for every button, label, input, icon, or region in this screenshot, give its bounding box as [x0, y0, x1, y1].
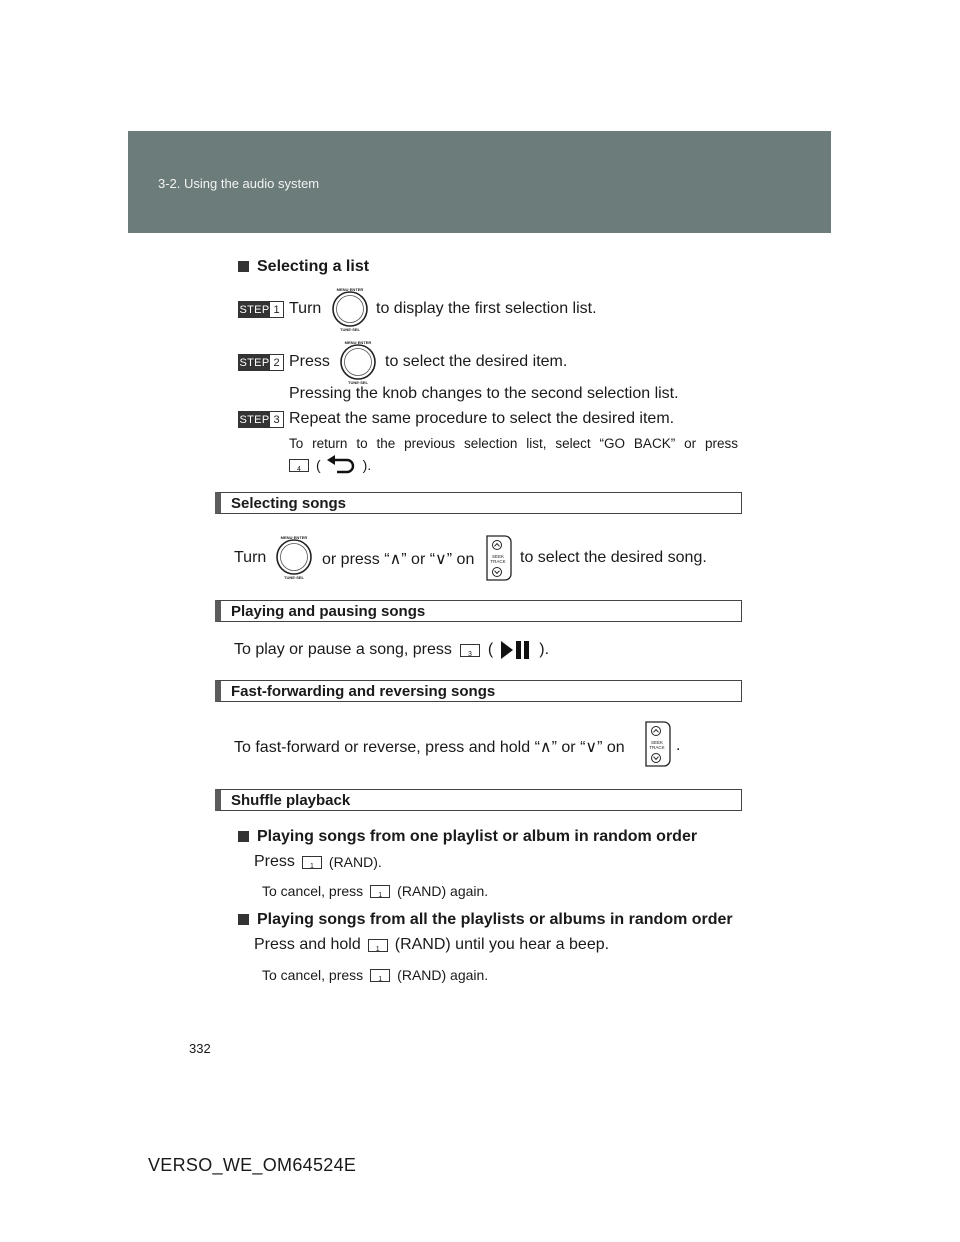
- subheading-selecting-list: Selecting a list: [238, 258, 369, 276]
- svg-text:TUNE·SEL: TUNE·SEL: [340, 327, 360, 332]
- svg-text:TRACK: TRACK: [490, 559, 506, 564]
- step-1-text-before: Turn: [289, 300, 322, 317]
- chapter-title: 3-2. Using the audio system: [158, 176, 320, 191]
- preset-key-4: 4: [289, 459, 309, 472]
- tip-key-line: 4 ( ).: [289, 455, 371, 475]
- step-badge-2: STEP 2: [238, 354, 284, 371]
- svg-text:SEEK: SEEK: [650, 740, 664, 745]
- step-badge-3: STEP 3: [238, 411, 284, 428]
- document-code: VERSO_WE_OM64524E: [148, 1155, 357, 1175]
- svg-text:MENU·ENTER: MENU·ENTER: [344, 340, 372, 345]
- shuffle-one-cancel: To cancel, press 1 (RAND) again.: [262, 883, 489, 899]
- seek-track-button-icon: [481, 534, 513, 582]
- step-1-text-after: to display the first selection list.: [376, 300, 597, 317]
- step-2-note: Pressing the knob changes to the second selection list.: [289, 385, 679, 402]
- section-title: Shuffle playback: [231, 792, 351, 809]
- shuffle-one-line: Press 1 (RAND).: [254, 853, 382, 870]
- selecting-songs-text-middle: or press “∧” or “∨” on: [322, 551, 475, 568]
- svg-text:MENU·ENTER: MENU·ENTER: [280, 535, 308, 540]
- shuffle-all-line: Press and hold 1 (RAND) until you hear a beep.: [254, 936, 610, 953]
- tune-sel-knob-icon: [326, 285, 374, 333]
- preset-key-1: 1: [370, 969, 390, 982]
- tune-sel-knob-icon: [334, 338, 382, 386]
- section-selecting-songs: [215, 492, 742, 514]
- preset-key-1: 1: [370, 885, 390, 898]
- back-arrow-icon: [325, 455, 359, 475]
- playing-pausing-line: To play or pause a song, press 3 ( ).: [234, 641, 550, 658]
- section-fast-forward: [215, 680, 742, 702]
- section-title: Selecting songs: [231, 495, 347, 512]
- square-bullet-icon: [238, 261, 249, 272]
- preset-key-1: 1: [368, 939, 388, 952]
- tip-text: To return to the previous selection list, select “GO BACK” or press: [289, 436, 738, 451]
- chapter-header: [128, 131, 831, 233]
- section-title: Fast-forwarding and reversing songs: [231, 683, 496, 700]
- subheading-shuffle-all: Playing songs from all the playlists or albums in random order: [238, 911, 733, 929]
- tune-sel-knob-icon: [270, 533, 318, 581]
- section-title: Playing and pausing songs: [231, 603, 426, 620]
- fast-forward-text-before: To fast-forward or reverse, press and hold “∧” or “∨” on: [234, 739, 625, 756]
- step-2-text-before: Press: [289, 353, 330, 370]
- svg-text:MENU·ENTER: MENU·ENTER: [336, 287, 364, 292]
- page-number: 332: [189, 1041, 211, 1056]
- fast-forward-text-after: .: [676, 737, 681, 754]
- svg-text:TUNE·SEL: TUNE·SEL: [348, 380, 368, 385]
- selecting-songs-text-after: to select the desired song.: [520, 549, 707, 566]
- svg-text:TRACK: TRACK: [649, 745, 665, 750]
- svg-text:SEEK: SEEK: [491, 554, 505, 559]
- preset-key-1: 1: [302, 856, 322, 869]
- square-bullet-icon: [238, 914, 249, 925]
- shuffle-all-cancel: To cancel, press 1 (RAND) again.: [262, 967, 489, 983]
- step-badge-1: STEP 1: [238, 301, 284, 318]
- section-shuffle: [215, 789, 742, 811]
- section-playing-pausing: [215, 600, 742, 622]
- preset-key-3: 3: [460, 644, 480, 657]
- step-2-text-after: to select the desired item.: [385, 353, 568, 370]
- selecting-songs-text-before: Turn: [234, 549, 267, 566]
- seek-track-button-icon: [640, 720, 672, 768]
- step-3-text: Repeat the same procedure to select the desired item.: [289, 410, 675, 427]
- subheading-shuffle-one: Playing songs from one playlist or album in random order: [238, 828, 697, 846]
- play-pause-icon: [499, 640, 533, 660]
- svg-text:TUNE·SEL: TUNE·SEL: [284, 575, 304, 580]
- square-bullet-icon: [238, 831, 249, 842]
